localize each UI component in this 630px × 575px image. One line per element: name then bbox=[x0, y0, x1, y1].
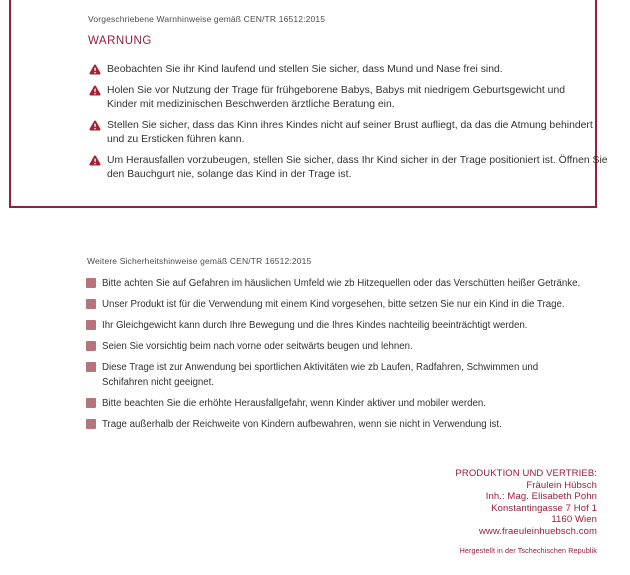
safety-item-text: Unser Produkt ist für die Verwendung mit einem Kind vorgesehen, bitte setzen Sie nur ein Kind in die Trage. bbox=[102, 299, 565, 310]
warning-item-text: Holen Sie vor Nutzung der Trage für frühgeborene Babys, Babys mit niedrigem Geburtsgewicht und Kinder mit medizinischen Beschwerden ärztliche Beratung ein. bbox=[107, 85, 566, 110]
warning-triangle-icon bbox=[89, 85, 101, 96]
footer-contact-block bbox=[455, 468, 597, 555]
safety-item-text: Diese Trage ist zur Anwendung bei sportlichen Aktivitäten wie zb Laufen, Radfahren, Schwimmen und Schifahren nicht geeignet. bbox=[102, 362, 539, 388]
bullet-square-icon bbox=[86, 341, 96, 351]
bullet-square-icon bbox=[86, 362, 96, 372]
bullet-square-icon bbox=[86, 299, 96, 309]
warning-item bbox=[89, 63, 609, 77]
warning-item bbox=[89, 84, 609, 112]
bullet-square-icon bbox=[86, 320, 96, 330]
safety-item bbox=[86, 396, 620, 411]
safety-item-text: Ihr Gleichgewicht kann durch Ihre Bewegung und die Ihres Kindes nachteilig beeinträchtigt werden. bbox=[102, 320, 528, 331]
safety-item-text: Seien Sie vorsichtig beim nach vorne oder seitwärts beugen und lehnen. bbox=[102, 341, 413, 352]
warning-box-header: Vorgeschriebene Warnhinweise gemäß CEN/TR 16512:2015 bbox=[88, 14, 326, 24]
company-name: Fräulein Hübsch bbox=[526, 479, 597, 491]
warning-triangle-icon bbox=[89, 155, 101, 166]
bullet-square-icon bbox=[86, 278, 96, 288]
warning-title: WARNUNG bbox=[88, 35, 152, 47]
warning-item-text: Um Herausfallen vorzubeugen, stellen Sie sicher, dass Ihr Kind sicher in der Trage positioniert ist. Öffnen Sie den Bauchgurt nie, solange das Kind in der Trage ist. bbox=[107, 155, 608, 180]
bullet-square-icon bbox=[86, 398, 96, 408]
safety-item bbox=[86, 297, 620, 312]
safety-item bbox=[86, 339, 620, 354]
safety-item bbox=[86, 276, 620, 291]
warning-item bbox=[89, 119, 609, 147]
warning-item-text: Stellen Sie sicher, dass das Kinn ihres Kindes nicht auf seiner Brust aufliegt, da das die Atmung behindert und zu Ersticken führen kann. bbox=[107, 120, 593, 145]
production-label: PRODUKTION UND VERTRIEB: bbox=[455, 468, 597, 479]
bullet-square-icon bbox=[86, 419, 96, 429]
owner-name: Inh.: Mag. Elisabeth Pohn bbox=[485, 491, 597, 503]
safety-item-text: Bitte beachten Sie die erhöhte Herausfallgefahr, wenn Kinder aktiver und mobiler werden. bbox=[102, 398, 486, 409]
safety-item-text: Bitte achten Sie auf Gefahren im häuslichen Umfeld wie zb Hitzequellen oder das Verschütten heißer Getränke. bbox=[102, 278, 581, 289]
warning-triangle-icon bbox=[89, 64, 101, 75]
city: 1160 Wien bbox=[551, 514, 597, 526]
safety-header: Weitere Sicherheitshinweise gemäß CEN/TR 16512:2015 bbox=[87, 256, 312, 266]
warning-item bbox=[89, 154, 609, 182]
made-in-note: Hergestellt in der Tschechischen Republik bbox=[459, 545, 597, 555]
warning-item-text: Beobachten Sie ihr Kind laufend und stellen Sie sicher, dass Mund und Nase frei sind. bbox=[107, 64, 503, 75]
website-url: www.fraeuleinhuebsch.com bbox=[478, 525, 597, 537]
street-address: Konstantingasse 7 Hof 1 bbox=[491, 502, 597, 514]
safety-item bbox=[86, 360, 620, 390]
safety-item-text: Trage außerhalb der Reichweite von Kindern aufbewahren, wenn sie nicht in Verwendung ist. bbox=[102, 419, 502, 430]
warning-box bbox=[9, 0, 608, 208]
warning-triangle-icon bbox=[89, 120, 101, 131]
safety-item-list bbox=[86, 276, 620, 438]
safety-item bbox=[86, 417, 620, 432]
safety-item bbox=[86, 318, 620, 333]
warning-item-list bbox=[89, 63, 609, 189]
